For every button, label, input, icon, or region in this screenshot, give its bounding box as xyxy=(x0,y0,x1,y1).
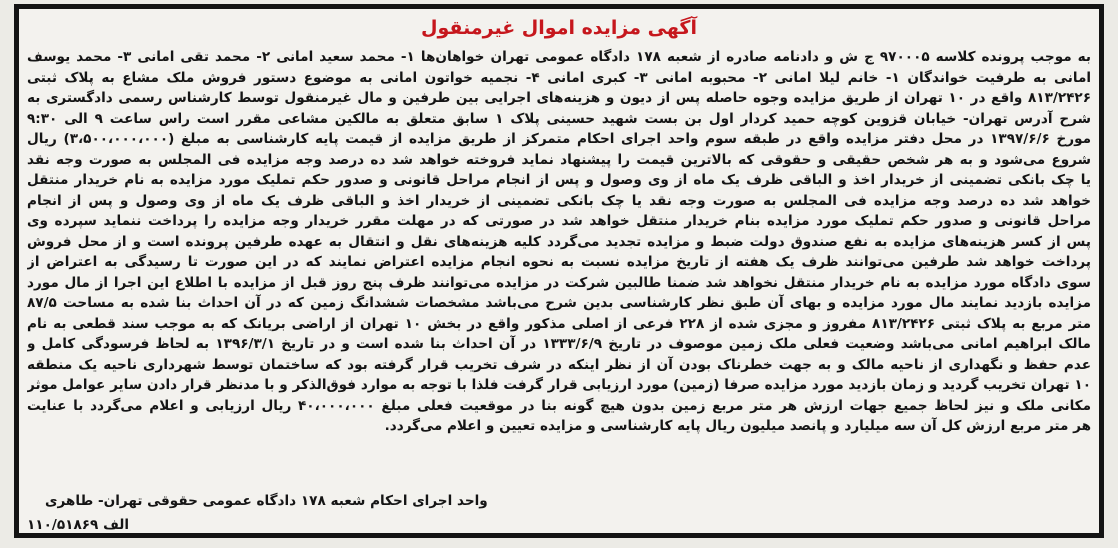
body-line-18: مکانی ملک و نیز لحاظ جمیع جهات ارزش هر متر مربع زمین بدون هیچ گونه بنا در موقعیت فعلی مبلغ ۴۰،۰۰۰،۰۰۰ ریال ارزیابی و اعلام می‌گردد با عنایت xyxy=(27,397,1091,414)
body-line-7: یا چک بانکی تضمینی از خریدار اخذ و الباقی ظرف یک ماه از وی وصول و پس از انجام مراحل قانونی و صدور حکم تملیک مورد مزایده به نام خریدار منتقل xyxy=(27,172,1091,188)
body-line-6: شروع می‌شود و به هر شخص حقیقی و حقوقی که بالاترین قیمت را پیشنهاد نماید فروخته خواهد شد ده درصد وجه مزایده فی المجلس به صورت وجه نقد xyxy=(27,151,1091,168)
body-line-9: مراحل قانونی و صدور حکم تملیک مورد مزایده بنام خریدار منتقل خواهد شد در صورتی که در مهلت مقرر خریدار وجه مزایده را پرداخت ننماید سپرده وی xyxy=(27,213,1091,229)
body-line-10: پس از کسر هزینه‌های مزایده به نفع صندوق دولت ضبط و مزایده تجدید می‌گردد کلیه هزینه‌های نقل و انتقال به عهده طرفین پرونده است و از محل فروش xyxy=(27,233,1091,250)
auction-notice xyxy=(14,4,1104,538)
reference-number: ۱۱۰/۵۱۸۶۹ الف xyxy=(27,517,130,533)
notice-title: آگهی مزایده اموال غیرمنقول xyxy=(421,17,697,39)
signature-line: واحد اجرای احکام شعبه ۱۷۸ دادگاه عمومی حقوقی تهران- طاهری xyxy=(45,493,488,509)
body-line-3: ۸۱۳/۲۴۲۶ واقع در ۱۰ تهران از طریق مزایده وجوه حاصله پس از دیون و هزینه‌های اجرایی بین طرفین و مال غیرمنقول توسط کارشناس رسمی دادگستری به xyxy=(27,90,1091,106)
body-line-8: خواهد شد ده درصد وجه مزایده فی المجلس به صورت وجه نقد یا چک بانکی تضمینی از خریدار اخذ و الباقی ظرف یک ماه از وی وصول و پس از انجام xyxy=(27,192,1091,209)
body-line-15: مالک ابراهیم امانی می‌باشد وضعیت فعلی ملک زمین موصوف در تاریخ ۱۳۳۳/۶/۹ در آن احداث بنا شده است و در تاریخ ۱۳۹۶/۳/۱ به لحاظ فرسودگی کامل و xyxy=(27,336,1091,352)
body-line-5: مورخ ۱۳۹۷/۶/۶ در محل دفتر مزایده واقع در طبقه سوم واحد اجرای احکام متمرکز از طریق مزایده از قیمت پایه کارشناسی به مبلغ (۳،۵۰۰،۰۰۰،۰۰۰) ریال xyxy=(27,131,1091,147)
body-line-11: پرداخت خواهد شد طرفین می‌توانند ظرف یک هفته از تاریخ مزایده نسبت به نحوه انجام مزایده اعتراض نمایند که در این صورت تا رسیدگی به اعتراض از xyxy=(27,254,1091,270)
body-line-13: مزایده بازدید نمایند مال مورد مزایده و بهای آن طبق نظر کارشناسی بدین شرح می‌باشد مشخصات ششدانگ زمین که در آن احداث بنا شده به مساحت ۸۷/۵ xyxy=(27,295,1091,311)
notice-body xyxy=(27,47,1091,437)
body-line-19: هر متر مربع ارزش کل آن سه میلیارد و پانصد میلیون ریال پایه کارشناسی و مزایده تعیین و اعلام می‌گردد. xyxy=(384,418,1091,434)
body-line-14: متر مربع به پلاک ثبتی ۸۱۳/۲۴۲۶ مفروز و مجزی شده از ۲۲۸ فرعی از اصلی مذکور واقع در بخش ۱۰ تهران از اراضی بریانک که به موجب سند قطعی به نام xyxy=(27,315,1091,332)
body-line-16: عدم حفظ و نگهداری از ناحیه مالک و به جهت خطرناک بودن آن از نظر اینکه در شرف تخریب قرار گرفته بود که ساختمان توسط شهرداری ناحیه یک منطقه xyxy=(27,356,1091,373)
body-line-2: امانی به طرفیت خواندگان ۱- خانم لیلا امانی ۲- محبوبه امانی ۳- کبری امانی ۴- نجمیه خواتون امانی به موضوع دستور فروش ملک مشاع به پلاک ثبتی xyxy=(27,69,1091,86)
body-line-12: سوی دادگاه مورد مزایده به نام خریدار منتقل نخواهد شد ضمنا طالبین شرکت در مزایده می‌توانند ظرف پنج روز قبل از مزایده با اطلاع این اجرا از مال مورد xyxy=(27,274,1091,291)
body-line-1: به موجب پرونده کلاسه ۹۷۰۰۰۵ ج ش و دادنامه صادره از شعبه ۱۷۸ دادگاه عمومی تهران خواهان‌ها ۱- محمد سعید امانی ۲- محمد تقی امانی ۳- محمد یوسف xyxy=(27,49,1091,65)
body-line-4: شرح آدرس تهران- خیابان قزوین کوچه حمید کردار اول بن بست شهید حسینی پلاک ۱ سابق متعلق به مالکین مشاعی مقرر است راس ساعت ۹ الی ۹:۳۰ xyxy=(27,110,1091,127)
body-line-17: ۱۰ تهران تخریب گردید و زمان بازدید مورد مزایده صرفا (زمین) مورد ارزیابی قرار گرفت فلذا با توجه به موارد فوق‌الذکر و با مدنظر قرار دادن سایر عوامل موثر xyxy=(27,377,1091,393)
